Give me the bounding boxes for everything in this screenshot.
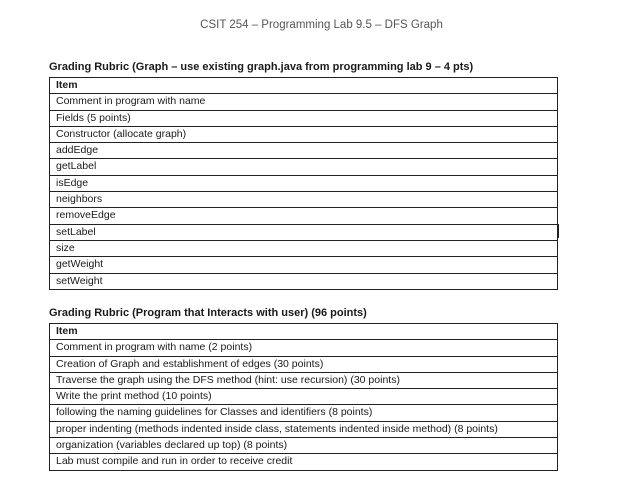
table-cell: Lab must compile and run in order to receive credit	[50, 454, 558, 470]
table-row	[50, 257, 558, 273]
column-header: Item	[50, 324, 558, 340]
table-header-row	[50, 78, 558, 94]
table-row	[50, 405, 558, 421]
table-row	[50, 438, 558, 454]
table-row	[50, 372, 558, 388]
table-row	[50, 126, 558, 142]
table-cell: getWeight	[50, 257, 558, 273]
table-row	[50, 421, 558, 437]
table-row	[50, 208, 558, 224]
table-cell: following the naming guidelines for Classes and identifiers (8 points)	[50, 405, 558, 421]
page-title: CSIT 254 – Programming Lab 9.5 – DFS Graph	[200, 19, 443, 31]
section-heading-graph: Grading Rubric (Graph – use existing graph.java from programming lab 9 – 4 pts)	[49, 61, 474, 73]
table-row	[50, 389, 558, 405]
table-row	[50, 143, 558, 159]
table-cell: proper indenting (methods indented inside class, statements indented inside method) (8 points)	[50, 421, 558, 437]
table-header-row	[50, 324, 558, 340]
column-header: Item	[50, 78, 558, 94]
table-row	[50, 175, 558, 191]
table-cell: Comment in program with name (2 points)	[50, 340, 558, 356]
table-cell: Constructor (allocate graph)	[50, 126, 558, 142]
table-cell: addEdge	[50, 143, 558, 159]
table-cell: Creation of Graph and establishment of edges (30 points)	[50, 356, 558, 372]
table-cell: getLabel	[50, 159, 558, 175]
table-cell: organization (variables declared up top) (8 points)	[50, 438, 558, 454]
section-heading-program: Grading Rubric (Program that Interacts with user) (96 points)	[49, 307, 367, 319]
table-cell: Traverse the graph using the DFS method (hint: use recursion) (30 points)	[50, 372, 558, 388]
table-row	[50, 454, 558, 470]
table-row	[50, 94, 558, 110]
table-cell: Fields (5 points)	[50, 110, 558, 126]
rubric-table-program	[49, 323, 558, 471]
table-cell: setWeight	[50, 273, 558, 289]
table-row	[50, 356, 558, 372]
table-cell: Comment in program with name	[50, 94, 558, 110]
table-cell: Write the print method (10 points)	[50, 389, 558, 405]
table-cell: isEdge	[50, 175, 558, 191]
table-row	[50, 192, 558, 208]
table-row	[50, 110, 558, 126]
table-row	[50, 159, 558, 175]
table-row	[50, 273, 558, 289]
table-row	[50, 224, 558, 240]
table-cell: neighbors	[50, 192, 558, 208]
text-cursor	[558, 224, 559, 238]
table-row	[50, 240, 558, 256]
table-row	[50, 340, 558, 356]
rubric-table-graph	[49, 77, 558, 290]
table-cell: size	[50, 240, 558, 256]
table-cell: setLabel	[50, 224, 558, 240]
table-cell: removeEdge	[50, 208, 558, 224]
